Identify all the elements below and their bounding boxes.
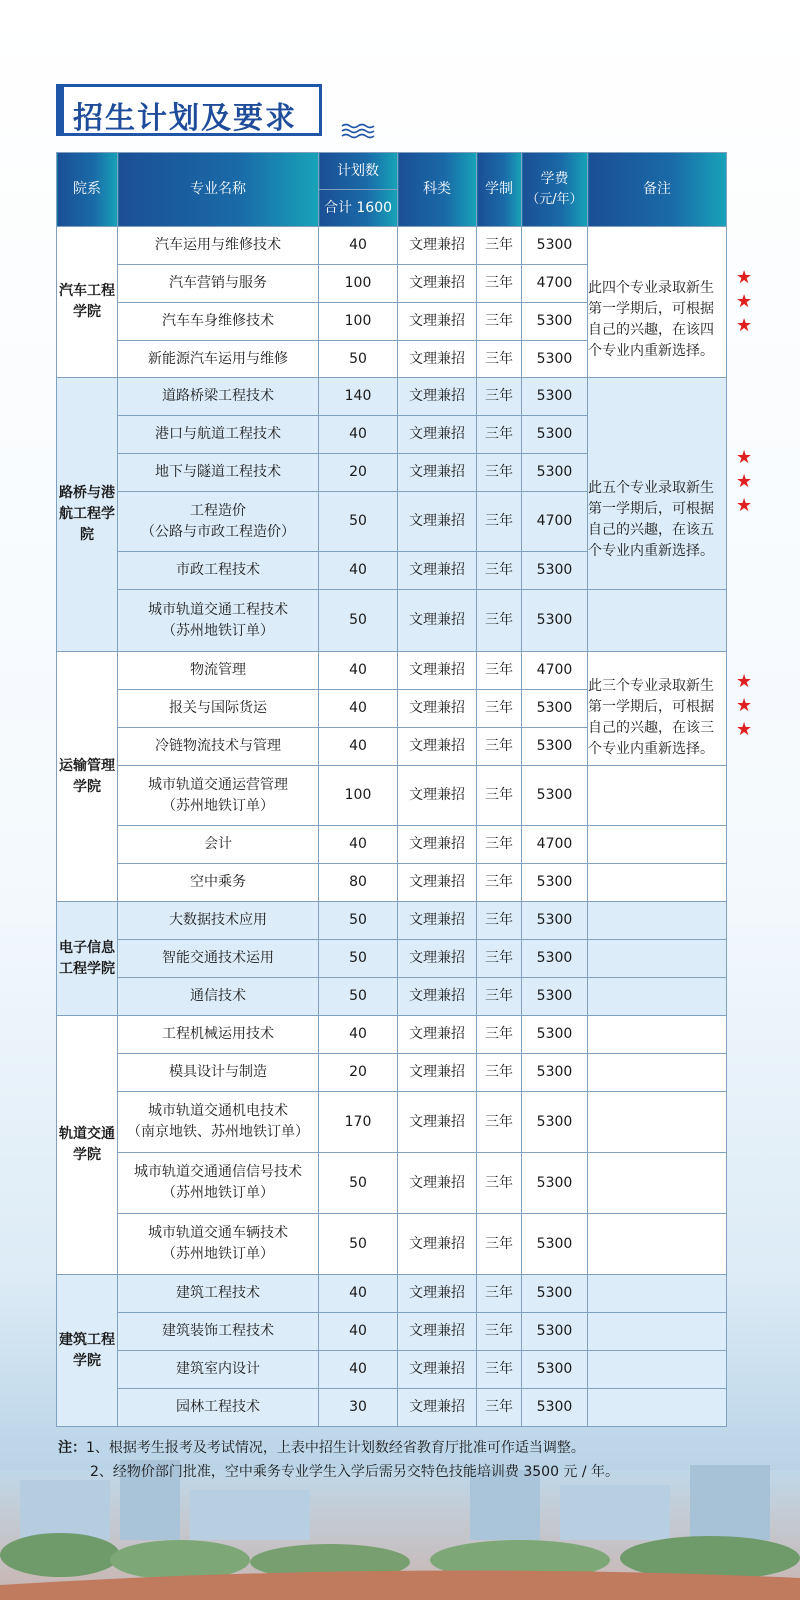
- major-cell: [118, 1214, 319, 1275]
- duration-cell: 三年: [477, 690, 522, 728]
- duration-cell: 三年: [477, 1351, 522, 1389]
- major-cell: 汽车营销与服务: [118, 265, 319, 303]
- header-fee: [522, 153, 588, 227]
- fee-cell: 5300: [522, 940, 588, 978]
- fee-cell: 4700: [522, 492, 588, 552]
- major-line1: 城市轨道交通车辆技术: [148, 1225, 288, 1241]
- major-cell: [118, 590, 319, 652]
- duration-cell: 三年: [477, 728, 522, 766]
- remark-empty-cell: [588, 1389, 727, 1427]
- remark-empty-cell: [588, 902, 727, 940]
- star-group: [736, 266, 752, 338]
- header-major: 专业名称: [118, 153, 319, 227]
- dept-cell: 建筑工程学院: [57, 1275, 118, 1427]
- category-cell: 文理兼招: [398, 454, 477, 492]
- star-icon: ★: [736, 267, 753, 288]
- duration-cell: 三年: [477, 1054, 522, 1092]
- plan-cell: 40: [319, 728, 398, 766]
- major-cell: 建筑装饰工程技术: [118, 1313, 319, 1351]
- plan-cell: 50: [319, 1153, 398, 1214]
- fee-cell: 5300: [522, 378, 588, 416]
- remark-empty-cell: [588, 826, 727, 864]
- category-cell: 文理兼招: [398, 590, 477, 652]
- dept-cell: 电子信息工程学院: [57, 902, 118, 1016]
- fee-cell: 5300: [522, 454, 588, 492]
- category-cell: 文理兼招: [398, 1153, 477, 1214]
- fee-cell: 5300: [522, 1054, 588, 1092]
- category-cell: 文理兼招: [398, 303, 477, 341]
- major-cell: 市政工程技术: [118, 552, 319, 590]
- duration-cell: 三年: [477, 902, 522, 940]
- plan-cell: 40: [319, 826, 398, 864]
- star-icon: ★: [736, 719, 753, 740]
- remark-empty-cell: [588, 1275, 727, 1313]
- category-cell: 文理兼招: [398, 492, 477, 552]
- category-cell: 文理兼招: [398, 826, 477, 864]
- plan-cell: 40: [319, 690, 398, 728]
- fee-cell: 5300: [522, 766, 588, 826]
- major-cell: 汽车车身维修技术: [118, 303, 319, 341]
- major-cell: 建筑工程技术: [118, 1275, 319, 1313]
- major-line1: 工程造价: [190, 502, 246, 519]
- major-cell: 物流管理: [118, 652, 319, 690]
- header-dept: 院系: [57, 153, 118, 227]
- category-cell: 文理兼招: [398, 978, 477, 1016]
- fee-cell: 5300: [522, 1214, 588, 1275]
- major-cell: 智能交通技术运用: [118, 940, 319, 978]
- fee-cell: 5300: [522, 341, 588, 378]
- category-cell: 文理兼招: [398, 690, 477, 728]
- fee-cell: 5300: [522, 227, 588, 265]
- fee-cell: 5300: [522, 552, 588, 590]
- category-cell: 文理兼招: [398, 1389, 477, 1427]
- remark-cell: [588, 378, 727, 590]
- star-icon: ★: [736, 471, 753, 492]
- header-duration: 学制: [477, 153, 522, 227]
- major-cell: 冷链物流技术与管理: [118, 728, 319, 766]
- plan-cell: 50: [319, 1214, 398, 1275]
- plan-cell: 140: [319, 378, 398, 416]
- category-cell: 文理兼招: [398, 1016, 477, 1054]
- remark-text: 此五个专业录取新生第一学期后，可根据自己的兴趣，在该五个专业内重新选择。: [588, 479, 714, 559]
- fee-cell: 4700: [522, 652, 588, 690]
- major-line2: （南京地铁、苏州地铁订单）: [127, 1124, 309, 1140]
- major-cell: 园林工程技术: [118, 1389, 319, 1427]
- major-cell: 新能源汽车运用与维修: [118, 341, 319, 378]
- duration-cell: 三年: [477, 826, 522, 864]
- category-cell: 文理兼招: [398, 728, 477, 766]
- category-cell: 文理兼招: [398, 378, 477, 416]
- duration-cell: 三年: [477, 416, 522, 454]
- duration-cell: 三年: [477, 978, 522, 1016]
- dept-cell: 轨道交通学院: [57, 1016, 118, 1275]
- plan-cell: 40: [319, 652, 398, 690]
- duration-cell: 三年: [477, 227, 522, 265]
- fee-cell: 5300: [522, 1275, 588, 1313]
- fee-cell: 5300: [522, 1389, 588, 1427]
- plan-cell: 40: [319, 416, 398, 454]
- plan-cell: 100: [319, 265, 398, 303]
- major-cell: 建筑室内设计: [118, 1351, 319, 1389]
- major-line1: 城市轨道交通通信信号技术: [134, 1164, 302, 1180]
- remark-empty-cell: [588, 1313, 727, 1351]
- major-cell: 地下与隧道工程技术: [118, 454, 319, 492]
- star-icon: ★: [736, 447, 753, 468]
- category-cell: 文理兼招: [398, 227, 477, 265]
- major-line2: （苏州地铁订单）: [162, 622, 274, 639]
- star-icon: ★: [736, 695, 753, 716]
- plan-cell: 20: [319, 454, 398, 492]
- fee-cell: 5300: [522, 590, 588, 652]
- major-cell: 会计: [118, 826, 319, 864]
- major-line2: （苏州地铁订单）: [162, 797, 274, 814]
- plan-cell: 50: [319, 492, 398, 552]
- remark-empty-cell: [588, 978, 727, 1016]
- plan-cell: 20: [319, 1054, 398, 1092]
- duration-cell: 三年: [477, 1092, 522, 1153]
- footnote-1: [58, 1436, 778, 1460]
- fee-cell: 5300: [522, 1016, 588, 1054]
- major-line2: （公路与市政工程造价）: [141, 523, 295, 540]
- duration-cell: 三年: [477, 1214, 522, 1275]
- page-title-box: [56, 84, 322, 136]
- fee-cell: 4700: [522, 826, 588, 864]
- remark-empty-cell: [588, 1351, 727, 1389]
- duration-cell: 三年: [477, 303, 522, 341]
- category-cell: 文理兼招: [398, 1214, 477, 1275]
- footnotes: [58, 1436, 778, 1484]
- major-cell: [118, 766, 319, 826]
- major-line1: 城市轨道交通工程技术: [148, 601, 288, 618]
- header-fee-line1: 学费: [540, 171, 569, 188]
- duration-cell: 三年: [477, 265, 522, 303]
- plan-cell: 100: [319, 303, 398, 341]
- duration-cell: 三年: [477, 492, 522, 552]
- remark-empty-cell: [588, 1153, 727, 1214]
- duration-cell: 三年: [477, 378, 522, 416]
- category-cell: 文理兼招: [398, 940, 477, 978]
- star-icon: ★: [736, 671, 753, 692]
- plan-cell: 40: [319, 1351, 398, 1389]
- remark-empty-cell: [588, 864, 727, 902]
- category-cell: 文理兼招: [398, 265, 477, 303]
- fee-cell: 5300: [522, 690, 588, 728]
- remark-empty-cell: [588, 590, 727, 652]
- duration-cell: 三年: [477, 864, 522, 902]
- plan-cell: 40: [319, 1275, 398, 1313]
- major-cell: 报关与国际货运: [118, 690, 319, 728]
- category-cell: 文理兼招: [398, 552, 477, 590]
- star-icon: ★: [736, 291, 753, 312]
- fee-cell: 5300: [522, 902, 588, 940]
- fee-cell: 5300: [522, 728, 588, 766]
- plan-cell: 40: [319, 227, 398, 265]
- duration-cell: 三年: [477, 1016, 522, 1054]
- category-cell: 文理兼招: [398, 1351, 477, 1389]
- plan-cell: 30: [319, 1389, 398, 1427]
- category-cell: 文理兼招: [398, 1054, 477, 1092]
- dept-cell: 运输管理学院: [57, 652, 118, 902]
- fee-cell: 5300: [522, 1153, 588, 1214]
- duration-cell: 三年: [477, 341, 522, 378]
- remark-empty-cell: [588, 1214, 727, 1275]
- plan-cell: 50: [319, 902, 398, 940]
- duration-cell: 三年: [477, 1275, 522, 1313]
- duration-cell: 三年: [477, 766, 522, 826]
- remark-empty-cell: [588, 1054, 727, 1092]
- category-cell: 文理兼招: [398, 1275, 477, 1313]
- major-cell: 通信技术: [118, 978, 319, 1016]
- plan-cell: 50: [319, 590, 398, 652]
- major-cell: 模具设计与制造: [118, 1054, 319, 1092]
- footnote-label: 注：: [58, 1440, 86, 1456]
- duration-cell: 三年: [477, 652, 522, 690]
- duration-cell: 三年: [477, 552, 522, 590]
- category-cell: 文理兼招: [398, 864, 477, 902]
- fee-cell: 5300: [522, 1092, 588, 1153]
- remark-empty-cell: [588, 940, 727, 978]
- page-title: 招生计划及要求: [73, 101, 297, 136]
- major-cell: 汽车运用与维修技术: [118, 227, 319, 265]
- plan-cell: 50: [319, 341, 398, 378]
- header-category: 科类: [398, 153, 477, 227]
- remark-empty-cell: [588, 1016, 727, 1054]
- major-line1: 城市轨道交通机电技术: [148, 1103, 288, 1119]
- fee-cell: 5300: [522, 1351, 588, 1389]
- star-icon: ★: [736, 495, 753, 516]
- remark-empty-cell: [588, 1092, 727, 1153]
- remark-empty-cell: [588, 766, 727, 826]
- category-cell: 文理兼招: [398, 1313, 477, 1351]
- duration-cell: 三年: [477, 454, 522, 492]
- duration-cell: 三年: [477, 1313, 522, 1351]
- duration-cell: 三年: [477, 940, 522, 978]
- fee-cell: 5300: [522, 303, 588, 341]
- duration-cell: 三年: [477, 1153, 522, 1214]
- remark-text: 此四个专业录取新生第一学期后，可根据自己的兴趣，在该四个专业内重新选择。: [588, 280, 714, 359]
- category-cell: 文理兼招: [398, 766, 477, 826]
- footnote-2: 2、经物价部门批准，空中乘务专业学生入学后需另交特色技能培训费 3500 元 / 年。: [90, 1464, 620, 1480]
- major-line1: 城市轨道交通运营管理: [148, 776, 288, 793]
- remark-text: 此三个专业录取新生第一学期后，可根据自己的兴趣，在该三个专业内重新选择。: [588, 677, 714, 757]
- enrollment-plan-table: [56, 152, 727, 1427]
- plan-cell: 100: [319, 766, 398, 826]
- header-remark: 备注: [588, 153, 727, 227]
- plan-cell: 170: [319, 1092, 398, 1153]
- plan-cell: 80: [319, 864, 398, 902]
- remark-cell: [588, 227, 727, 378]
- dept-cell: 汽车工程学院: [57, 227, 118, 378]
- major-cell: [118, 492, 319, 552]
- fee-cell: 5300: [522, 416, 588, 454]
- major-cell: [118, 1153, 319, 1214]
- remark-cell: [588, 652, 727, 766]
- major-cell: 工程机械运用技术: [118, 1016, 319, 1054]
- plan-cell: 50: [319, 978, 398, 1016]
- star-group: [736, 446, 752, 518]
- plan-cell: 40: [319, 552, 398, 590]
- plan-cell: 40: [319, 1313, 398, 1351]
- fee-cell: 4700: [522, 265, 588, 303]
- star-icon: ★: [736, 315, 753, 336]
- category-cell: 文理兼招: [398, 416, 477, 454]
- duration-cell: 三年: [477, 590, 522, 652]
- header-plan: 计划数: [319, 153, 398, 190]
- fee-cell: 5300: [522, 978, 588, 1016]
- dept-cell: 路桥与港航工程学院: [57, 378, 118, 652]
- major-cell: [118, 1092, 319, 1153]
- star-group: [736, 670, 752, 742]
- duration-cell: 三年: [477, 1389, 522, 1427]
- major-line2: （苏州地铁订单）: [162, 1246, 274, 1262]
- major-line2: （苏州地铁订单）: [162, 1185, 274, 1201]
- plan-cell: 50: [319, 940, 398, 978]
- fee-cell: 5300: [522, 1313, 588, 1351]
- category-cell: 文理兼招: [398, 341, 477, 378]
- category-cell: 文理兼招: [398, 902, 477, 940]
- category-cell: 文理兼招: [398, 652, 477, 690]
- major-cell: 大数据技术应用: [118, 902, 319, 940]
- major-cell: 港口与航道工程技术: [118, 416, 319, 454]
- plan-cell: 40: [319, 1016, 398, 1054]
- footnote-1-text: 1、根据考生报考及考试情况，上表中招生计划数经省教育厅批准可作适当调整。: [86, 1440, 585, 1456]
- major-cell: 道路桥梁工程技术: [118, 378, 319, 416]
- header-fee-line2: （元/年）: [526, 192, 583, 208]
- header-total: 合计 1600: [319, 190, 398, 227]
- category-cell: 文理兼招: [398, 1092, 477, 1153]
- fee-cell: 5300: [522, 864, 588, 902]
- major-cell: 空中乘务: [118, 864, 319, 902]
- wave-decoration-icon: [340, 122, 376, 140]
